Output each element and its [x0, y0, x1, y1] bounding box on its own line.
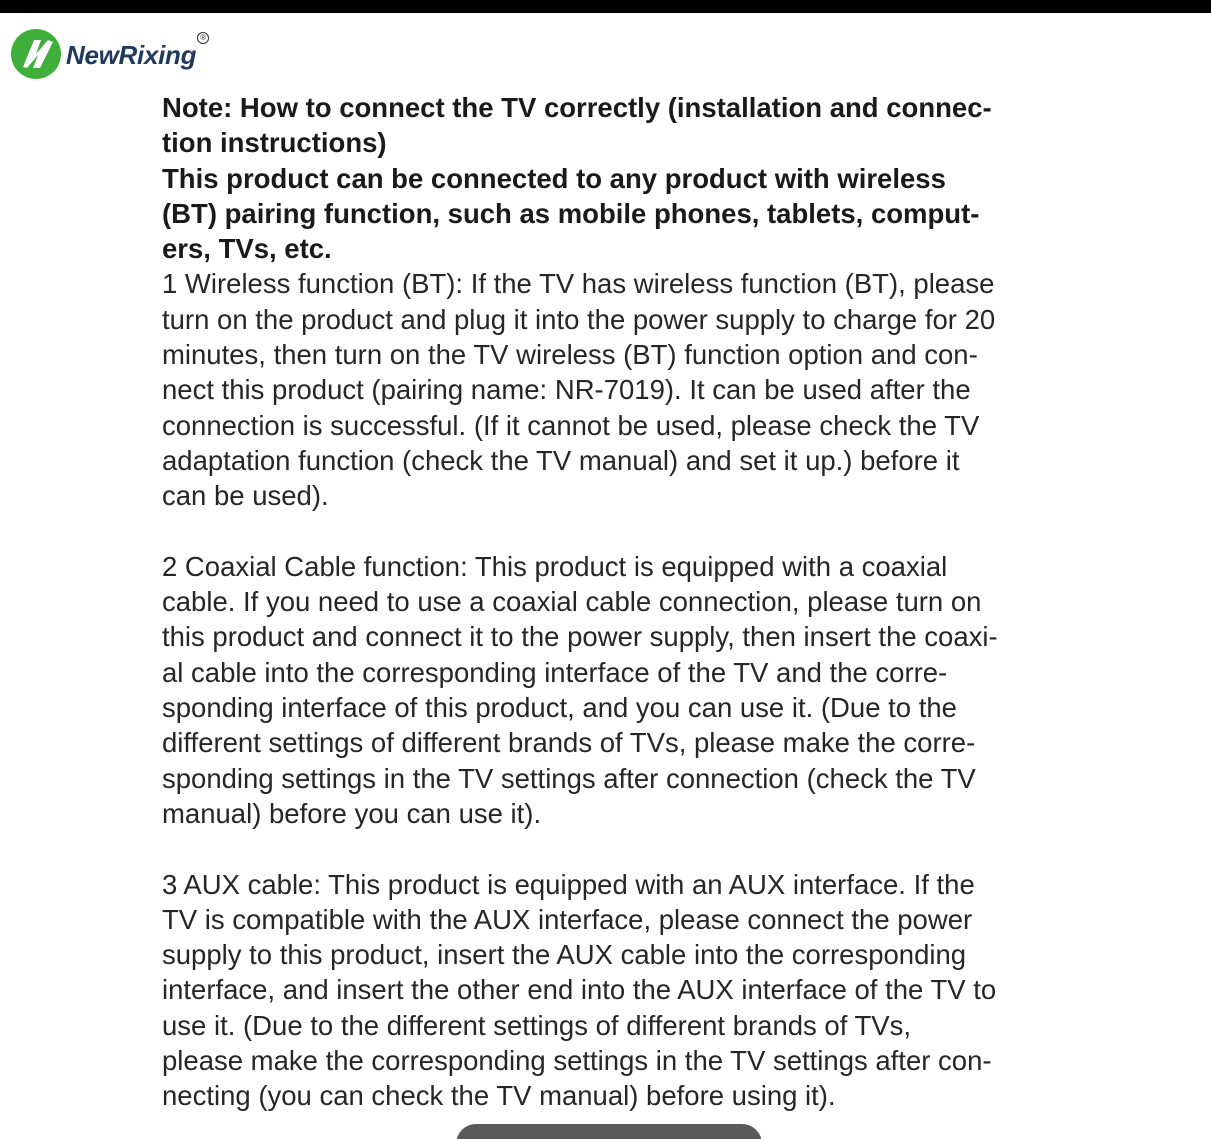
paragraph-line: turn on the product and plug it into the power supply to charge for 20: [162, 303, 996, 335]
paragraph-line: supply to this product, insert the AUX cable into the corresponding: [162, 939, 967, 971]
paragraph-spacer: [162, 514, 1062, 549]
top-status-bar: [0, 0, 1211, 13]
paragraph-line: necting (you can check the TV manual) before using it).: [162, 1080, 836, 1112]
paragraph-line: please make the corresponding settings in the TV settings after con-: [162, 1045, 992, 1077]
paragraph-line: sponding settings in the TV settings after connection (check the TV: [162, 762, 976, 794]
newrixing-logo-icon: [10, 28, 62, 80]
section-coaxial: [162, 549, 1062, 831]
heading-line: (BT) pairing function, such as mobile phones, tablets, comput-: [162, 197, 980, 229]
heading-line: This product can be connected to any product with wireless: [162, 162, 946, 194]
paragraph-line: cable. If you need to use a coaxial cable connection, please turn on: [162, 586, 982, 618]
paragraph-line: 3 AUX cable: This product is equipped with an AUX interface. If the: [162, 868, 975, 900]
brand-name: NewRixing: [66, 39, 197, 70]
paragraph-line: sponding interface of this product, and you can use it. (Due to the: [162, 692, 957, 724]
paragraph-line: minutes, then turn on the TV wireless (BT) function option and con-: [162, 339, 978, 371]
heading-block: [162, 90, 1062, 266]
instruction-document: [162, 90, 1062, 1114]
paragraph-line: TV is compatible with the AUX interface, please connect the power: [162, 903, 973, 935]
paragraph-line: manual) before you can use it).: [162, 797, 542, 829]
registered-mark: ®: [197, 32, 209, 44]
paragraph-line: interface, and insert the other end into the AUX interface of the TV to: [162, 974, 997, 1006]
paragraph-line: use it. (Due to the different settings of different brands of TVs,: [162, 1009, 912, 1041]
paragraph-line: this product and connect it to the power supply, then insert the coaxi-: [162, 621, 998, 653]
paragraph-spacer: [162, 831, 1062, 866]
section-aux: [162, 867, 1062, 1114]
section-wireless: [162, 266, 1062, 513]
paragraph-line: nect this product (pairing name: NR-7019). It can be used after the: [162, 374, 971, 406]
paragraph-line: 2 Coaxial Cable function: This product is equipped with a coaxial: [162, 550, 948, 582]
heading-line: ers, TVs, etc.: [162, 233, 332, 265]
home-indicator-bar[interactable]: [456, 1124, 762, 1139]
heading-line: Note: How to connect the TV correctly (installation and connec-: [162, 92, 992, 123]
heading-line: tion instructions): [162, 127, 387, 159]
paragraph-line: 1 Wireless function (BT): If the TV has wireless function (BT), please: [162, 268, 995, 300]
paragraph-line: connection is successful. (If it cannot be used, please check the TV: [162, 409, 980, 441]
paragraph-line: al cable into the corresponding interface of the TV and the corre-: [162, 656, 948, 688]
paragraph-line: different settings of different brands of TVs, please make the corre-: [162, 727, 976, 759]
paragraph-line: adaptation function (check the TV manual) and set it up.) before it: [162, 444, 960, 476]
paragraph-line: can be used).: [162, 480, 329, 512]
brand-logo: [10, 26, 209, 82]
